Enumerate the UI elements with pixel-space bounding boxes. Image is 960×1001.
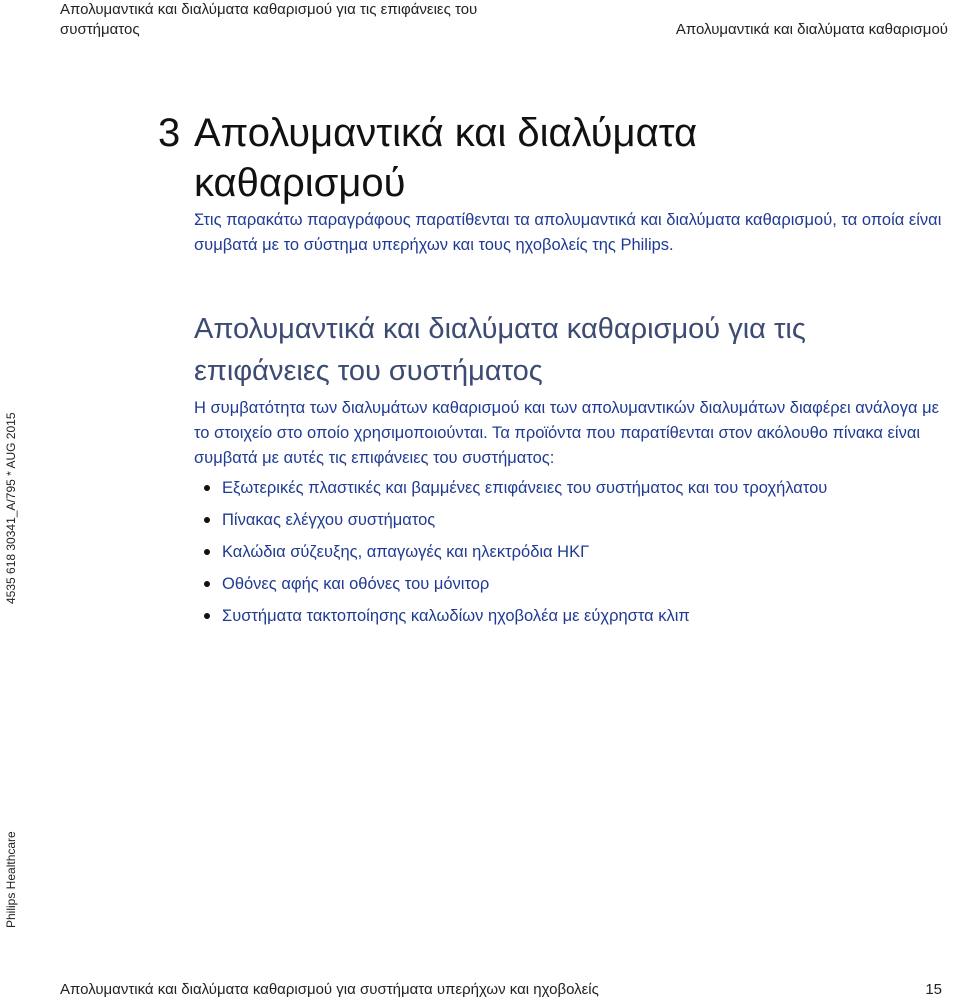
section-body: Η συμβατότητα των διαλυμάτων καθαρισμού και των απολυμαντικών διαλυμάτων διαφέρει ανάλογα με το στοιχείο στο οποίο χρησιμοποιούνται. Τα προϊόντα που παρατίθενται στον ακόλουθο πίνακα είναι συμβατά με αυτές τις επιφάνειες του συστήματος: — [194, 399, 939, 467]
list-item — [194, 600, 934, 632]
chapter-number: 3 — [158, 111, 181, 155]
running-header-left: Απολυμαντικά και διαλύματα καθαρισμού για τις επιφάνειες του συστήματος — [60, 1, 478, 38]
bullet-icon — [204, 485, 210, 491]
chapter-intro: Στις παρακάτω παραγράφους παρατίθενται τα απολυμαντικά και διαλύματα καθαρισμού, τα οποία είναι συμβατά με το σύστημα υπερήχων και τους ηχοβολείς της Philips. — [194, 211, 942, 254]
list-item — [194, 472, 934, 504]
page-number: 15 — [925, 981, 942, 998]
document-code: 4535 618 30341_A/795 * AUG 2015 — [4, 412, 18, 604]
list-item — [194, 568, 934, 600]
bullet-icon — [204, 517, 210, 523]
list-item-text: Εξωτερικές πλαστικές και βαμμένες επιφάνειες του συστήματος και του τροχήλατου — [222, 479, 828, 497]
bullet-icon — [204, 549, 210, 555]
company-name: Philips Healthcare — [4, 831, 18, 928]
list-item — [194, 504, 934, 536]
list-item-text: Συστήματα τακτοποίησης καλωδίων ηχοβολέα με εύχρηστα κλιπ — [222, 607, 690, 625]
running-header-right: Απολυμαντικά και διαλύματα καθαρισμού — [675, 21, 948, 38]
list-item-text: Πίνακας ελέγχου συστήματος — [222, 511, 436, 529]
bullet-icon — [204, 613, 210, 619]
surface-list — [194, 472, 934, 632]
list-item-text: Καλώδια σύζευξης, απαγωγές και ηλεκτρόδια ΗΚΓ — [222, 543, 590, 561]
list-item — [194, 536, 934, 568]
section-title: Απολυμαντικά και διαλύματα καθαρισμού για τις επιφάνειες του συστήματος — [194, 313, 806, 387]
list-item-text: Οθόνες αφής και οθόνες του μόνιτορ — [222, 575, 490, 593]
chapter-title: Απολυμαντικά και διαλύματα καθαρισμού — [194, 111, 698, 205]
bullet-icon — [204, 581, 210, 587]
footer-title: Απολυμαντικά και διαλύματα καθαρισμού για συστήματα υπερήχων και ηχοβολείς — [60, 981, 599, 998]
